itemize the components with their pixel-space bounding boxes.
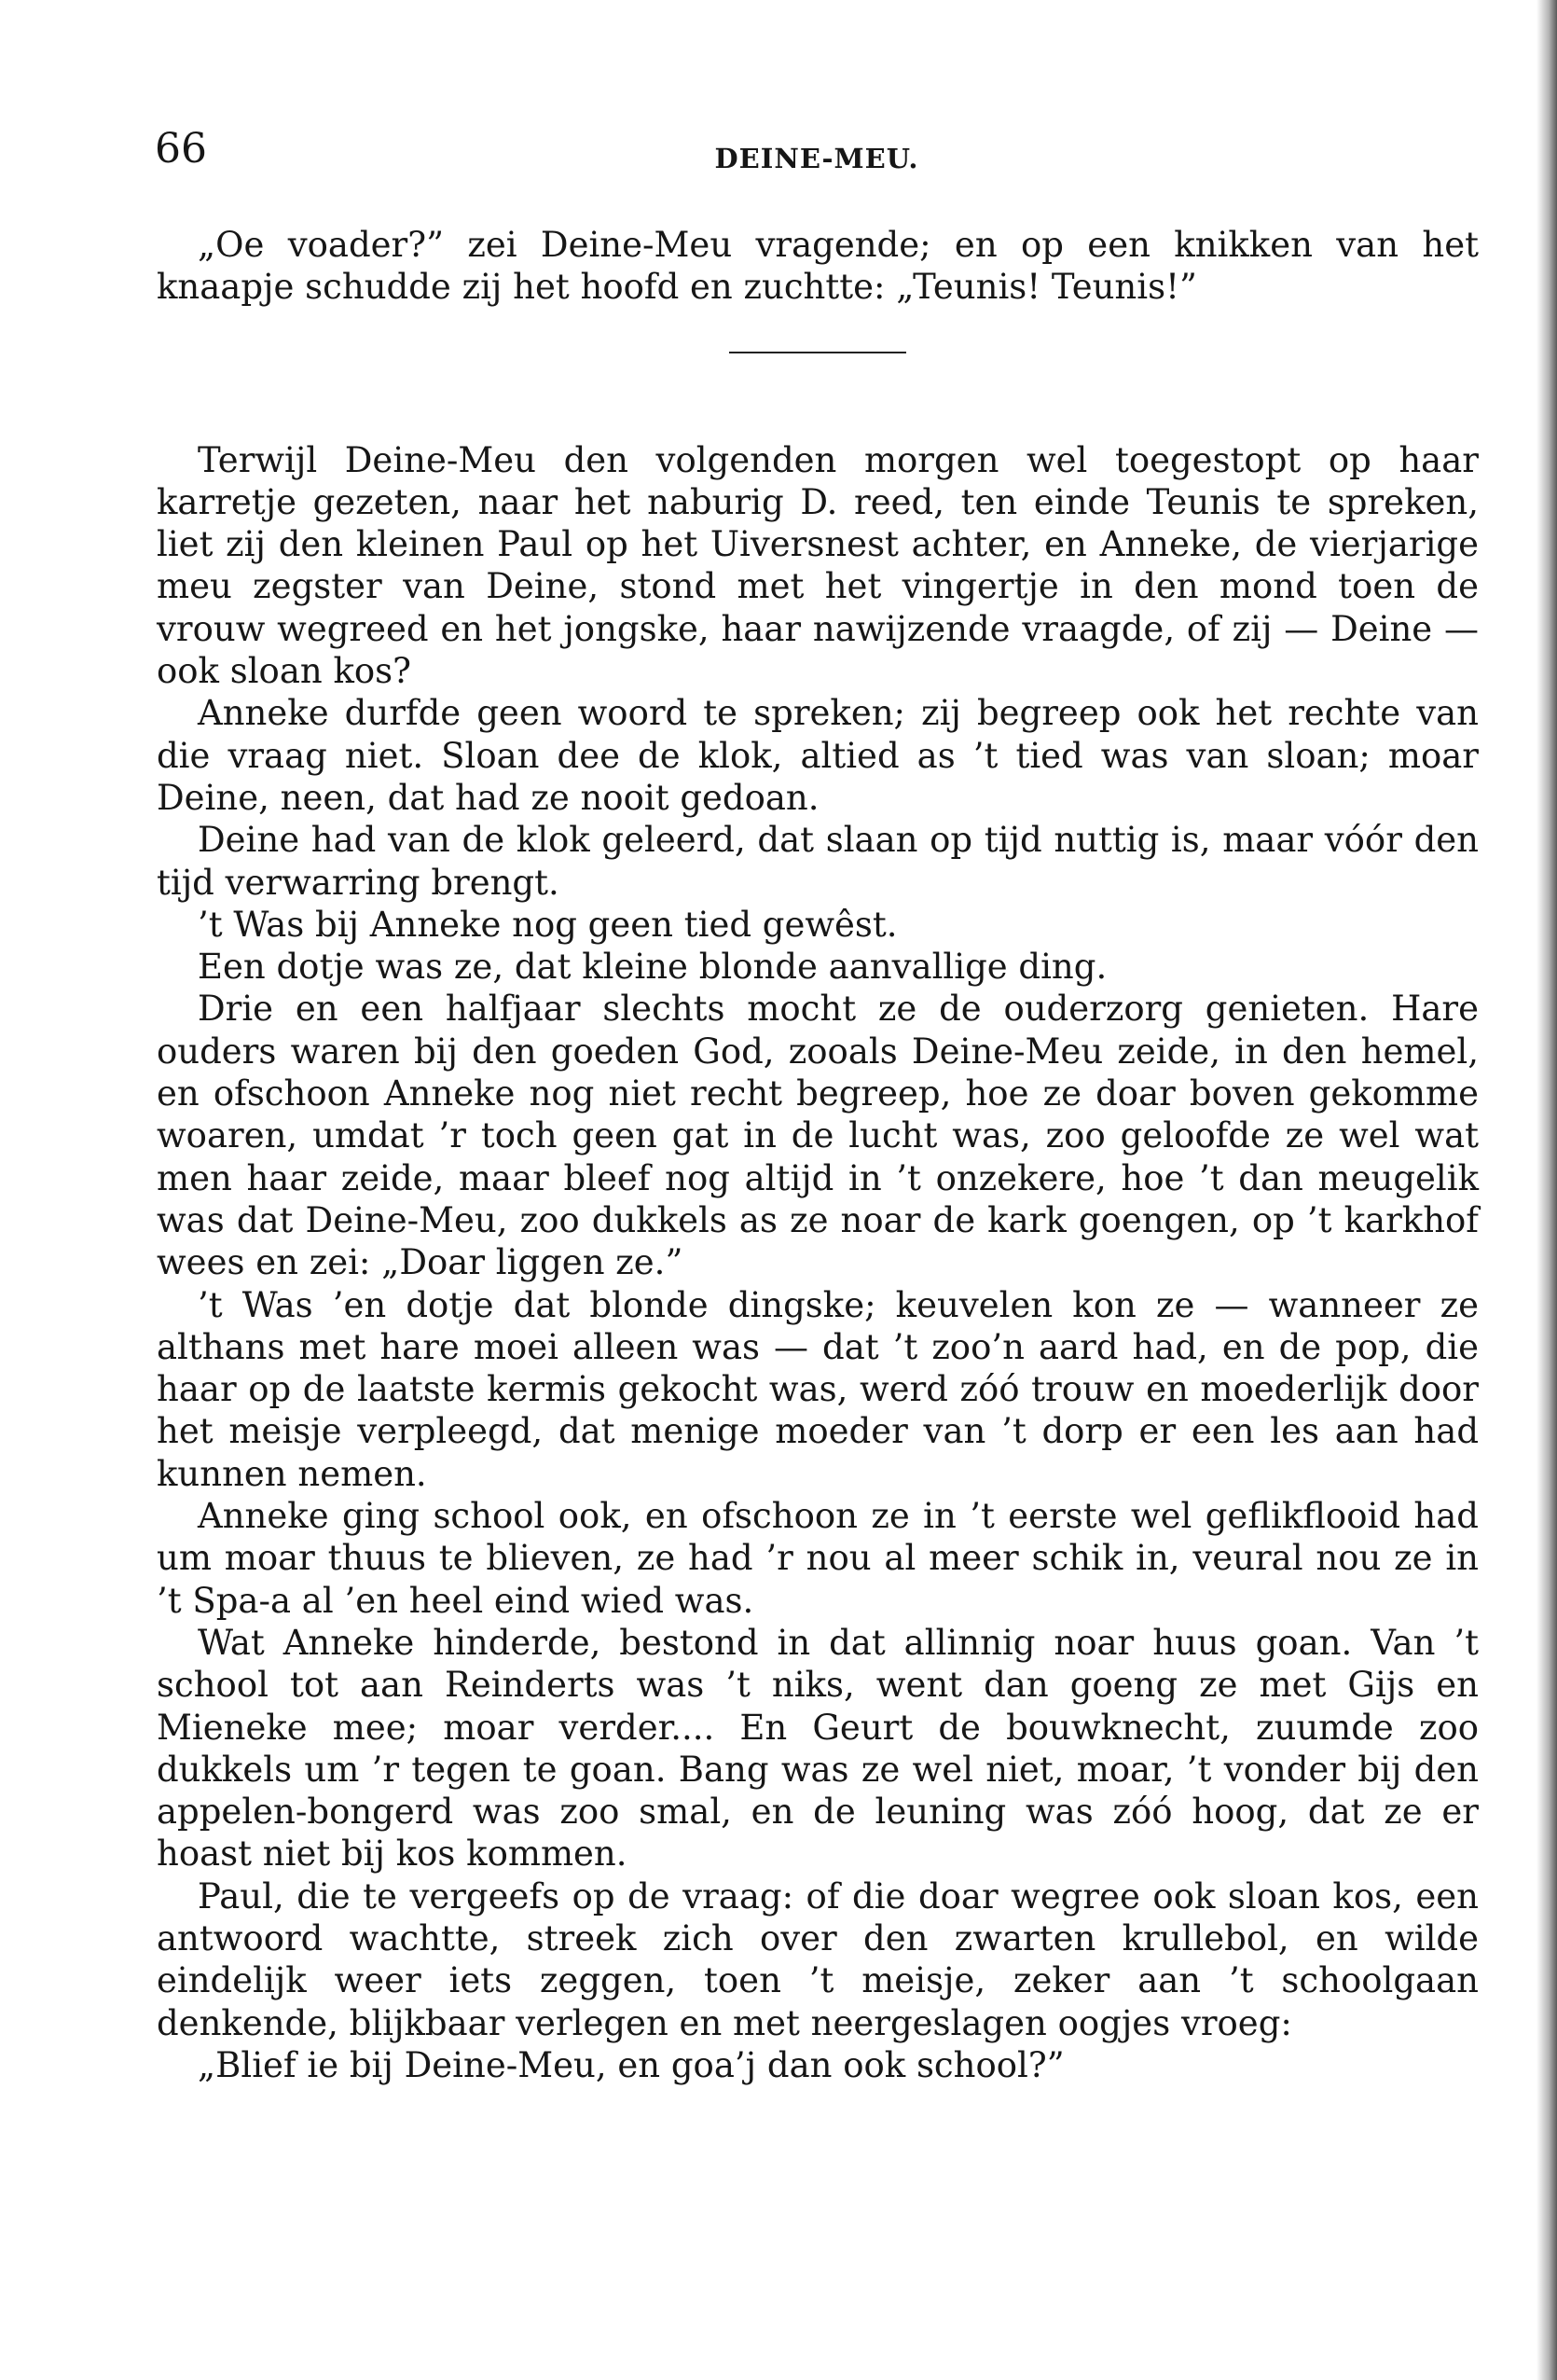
page-number: 66 bbox=[155, 125, 207, 173]
paragraph: Een dotje was ze, dat kleine blonde aanvallige ding. bbox=[198, 947, 1108, 988]
paragraph: ’t Was ’en dotje dat blonde dingske; keuvelen kon ze — wanneer ze althans met hare moei alleen was — dat ’t zoo’n aard had, en de pop, die haar op de laatste kermis gekocht was, werd zóó trouw en moederlijk door het meisje verpleegd, dat menige moeder van ’t dorp er een les aan had kunnen nemen. bbox=[157, 1284, 1479, 1494]
section-divider-rule bbox=[729, 352, 906, 353]
paragraph: Deine had van de klok geleerd, dat slaan op tijd nuttig is, maar vóór den tijd verwarring brengt. bbox=[157, 820, 1479, 903]
paragraph: „Oe voader?” zei Deine-Meu vragende; en op een knikken van het knaapje schudde zij het hoofd en zuchtte: „Teunis! Teunis!” bbox=[157, 225, 1479, 308]
paragraph: Anneke durfde geen woord te spreken; zij begreep ook het rechte van die vraag niet. Sloan dee de klok, altied as ’t tied was van sloan; moar Deine, neen, dat had ze nooit gedoan. bbox=[157, 693, 1479, 818]
running-title: DEINE-MEU. bbox=[714, 143, 919, 174]
paragraph: ’t Was bij Anneke nog geen tied gewêst. bbox=[198, 904, 898, 945]
paragraph: Paul, die te vergeefs op de vraag: of die doar wegree ook sloan kos, een antwoord wachtte, streek zich over den zwarten krullebol, en wilde eindelijk weer iets zeggen, toen ’t meisje, zeker aan ’t schoolgaan denkende, blijkbaar verlegen en met neergeslagen oogjes vroeg: bbox=[157, 1875, 1479, 2043]
paragraph: Drie en een halfjaar slechts mocht ze de ouderzorg genieten. Hare ouders waren bij den goeden God, zooals Deine-Meu zeide, in den hemel, en ofschoon Anneke nog niet recht begreep, hoe ze doar boven gekomme woaren, umdat ’r toch geen gat in de lucht was, zoo geloofde ze wel wat men haar zeide, maar bleef nog altijd in ’t onzekere, hoe ’t dan meugelik was dat Deine-Meu, zoo dukkels as ze noar de kark goengen, op ’t karkhof wees en zei: „Doar liggen ze.” bbox=[157, 989, 1479, 1283]
paragraph: Terwijl Deine-Meu den volgenden morgen wel toegestopt op haar karretje gezeten, naar het naburig D. reed, ten einde Teunis te spreken, liet zij den kleinen Paul op het Uiversnest achter, en Anneke, de vierjarige meu zegster van Deine, stond met het vingertje in den mond toen de vrouw wegreed en het jongske, haar nawijzende vraagde, of zij — Deine — ook sloan kos? bbox=[157, 439, 1479, 692]
section-break bbox=[157, 309, 1479, 439]
paragraph: „Blief ie bij Deine-Meu, en goa’j dan ook school?” bbox=[198, 2044, 1065, 2085]
page-edge-shadow bbox=[1536, 0, 1557, 2380]
paragraph: Wat Anneke hinderde, bestond in dat allinnig noar huus goan. Van ’t school tot aan Reinderts was ’t niks, went dan goeng ze met Gijs en Mieneke mee; moar verder.... En Geurt de bouwknecht, zuumde zoo dukkels um ’r tegen te goan. Bang was ze wel niet, moar, ’t vonder bij den appelen-bongerd was zoo smal, en de leuning was zóó hoog, dat ze er hoast niet bij kos kommen. bbox=[157, 1622, 1479, 1875]
page-body bbox=[157, 224, 1479, 2086]
page-header bbox=[155, 112, 1479, 187]
paragraph: Anneke ging school ook, en ofschoon ze in ’t eerste wel geflikflooid had um moar thuus te blieven, ze had ’r nou al meer schik in, veural nou ze in ’t Spa-a al ’en heel eind wied was. bbox=[157, 1496, 1479, 1621]
